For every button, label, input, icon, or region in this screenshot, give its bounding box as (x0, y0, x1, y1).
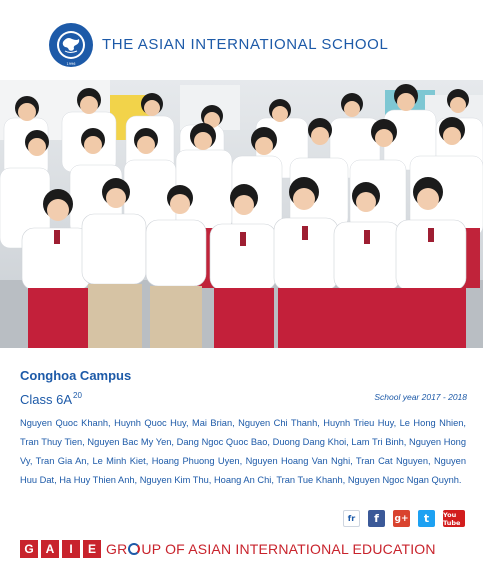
youtube-icon[interactable]: You Tube (443, 510, 465, 527)
campus-title: Conghoa Campus (20, 368, 132, 383)
footer-brand (20, 540, 436, 558)
class-superscript: 20 (73, 391, 82, 400)
gaie-letter-a: A (41, 540, 59, 558)
swirl-o-icon (128, 543, 140, 555)
class-name (20, 391, 82, 407)
group-name-start: GR (106, 541, 128, 557)
school-name: THE ASIAN INTERNATIONAL SCHOOL (102, 36, 389, 53)
class-label: Class 6A (20, 392, 73, 407)
header (0, 0, 483, 78)
group-name-end: UP OF ASIAN INTERNATIONAL EDUCATION (141, 541, 436, 557)
student-list: Nguyen Quoc Khanh, Huynh Quoc Huy, Mai Brian, Nguyen Chi Thanh, Huynh Trieu Huy, Le Hong Nhien, Tran Thuy Tien, Nguyen Bac My Yen, Dang Ngoc Quoc Bao, Duong Dang Khoi, Lam Tri Binh, Nguyen Hong Vy, Tran Gia An, Le Minh Kiet, Hoang Phuong Uyen, Nguyen Hoang Van Nghi, Tran Cat Nguyen, Nguyen Huu Dat, Ha Huy Thien Anh, Nguyen Kim Thu, Hoang An Chi, Tran Tue Khanh, Nguyen Ngoc Ngan Quynh. (20, 418, 466, 485)
seal-year: 1996 (66, 62, 76, 66)
group-name (106, 541, 436, 557)
gaie-letter-g: G (20, 540, 38, 558)
social-links (343, 510, 465, 527)
gaie-letter-e: E (83, 540, 101, 558)
google-plus-icon[interactable]: g+ (393, 510, 410, 527)
class-photo (0, 80, 483, 348)
gaie-letter-i: I (62, 540, 80, 558)
fr-icon[interactable]: fr (343, 510, 360, 527)
school-seal-logo (48, 22, 94, 68)
facebook-icon[interactable]: f (368, 510, 385, 527)
school-year: School year 2017 - 2018 (374, 392, 467, 402)
twitter-icon[interactable]: t (418, 510, 435, 527)
class-photo-image (0, 80, 483, 348)
